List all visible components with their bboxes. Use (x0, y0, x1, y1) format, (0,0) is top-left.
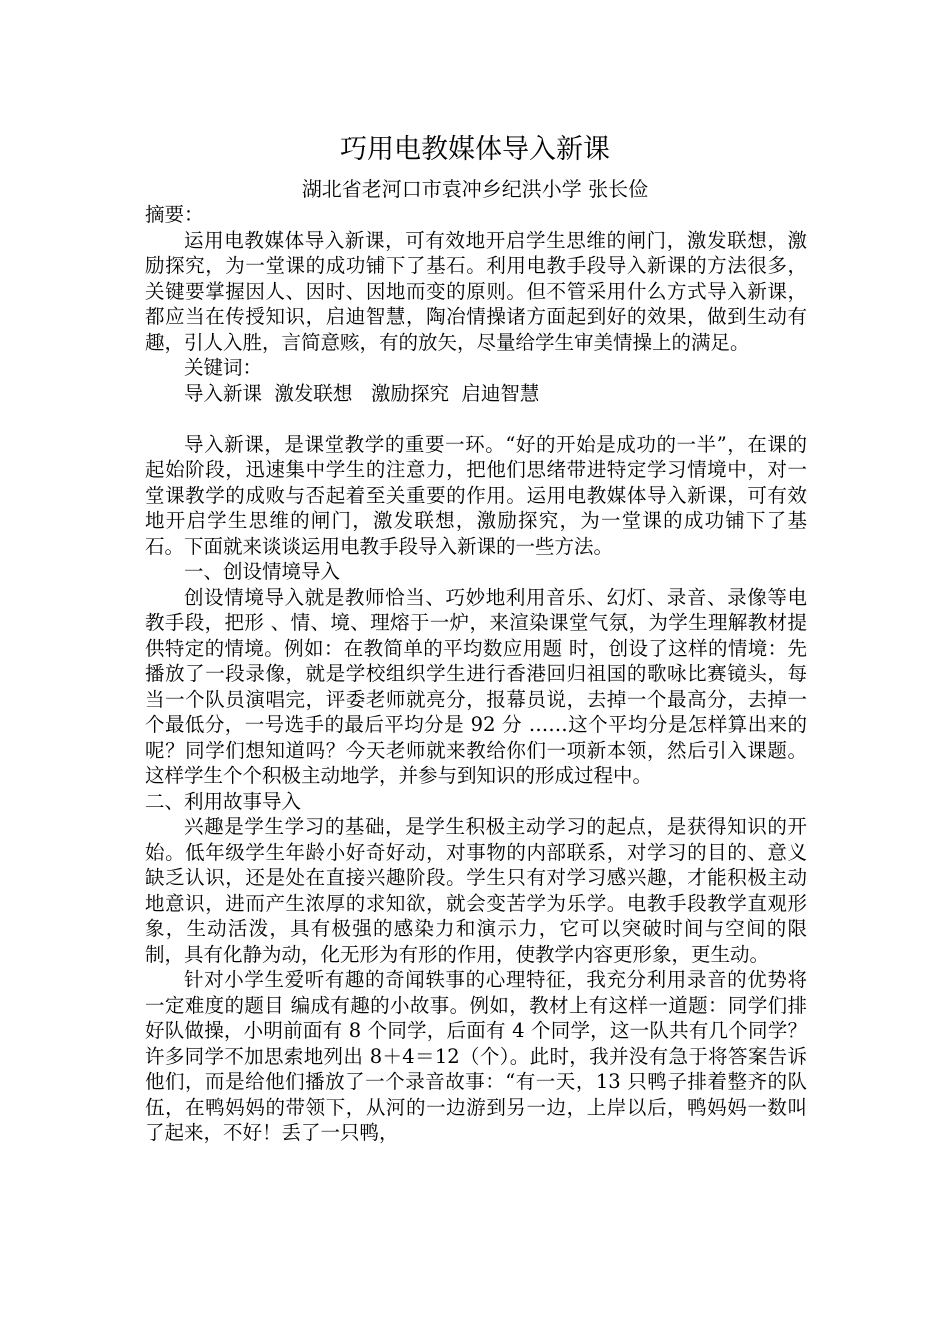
section-1-paragraph: 创设情境导入就是教师恰当、巧妙地利用音乐、幻灯、录音、录像等电教手段，把形 、情、境、理熔于一炉，来渲染课堂气氛，为学生理解教材提供特定的情境。例如：在教简单的平均数应用题 时，创设了这样的情境：先播放了一段录像，就是学校组织学生进行香港回归祖国的歌咏比赛镜头，每当一个队员演唱完，评委老师就亮分，报幕员说，去掉一个最高分，去掉一个最低分，一号选手的最后平均分是 92 分 ……这个平均分是怎样算出来的呢？同学们想知道吗？今天老师就来教给你们一项新本领，然后引入课题。这样学生个个积极主动地学，并参与到知识的形成过程中。 (145, 585, 807, 787)
section-2-paragraph-1: 兴趣是学生学习的基础，是学生积极主动学习的起点，是获得知识的开始。低年级学生年龄小好奇好动，对事物的内部联系，对学习的目的、意义缺乏认识，还是处在直接兴趣阶段。学生只有对学习感兴趣，才能积极主动地意识，进而产生浓厚的求知欲，就会变苦学为乐学。电教手段教学直观形象，生动活泼，具有极强的感染力和演示力，它可以突破时间与空间的限制，具有化静为动，化无形为有形的作用，使教学内容更形象，更生动。 (145, 815, 807, 966)
section-heading-2: 二、利用故事导入 (145, 789, 302, 813)
document-body (145, 202, 807, 1146)
keywords-label: 关键词： (184, 356, 263, 379)
intro-paragraph: 导入新课，是课堂教学的重要一环。“好的开始是成功的一半”，在课的起始阶段，迅速集中学生的注意力，把他们思绪带进特定学习情境中，对一堂课教学的成败与否起着至关重要的作用。运用电教媒体导入新课，可有效地开启学生思维的闸门，激发联想，激励探究，为一堂课的成功铺下了基石。下面就来谈谈运用电教手段导入新课的一些方法。 (145, 432, 807, 558)
section-heading-1: 一、创设情境导入 (184, 560, 341, 583)
section-2-paragraph-2: 针对小学生爱听有趣的奇闻轶事的心理特征，我充分利用录音的优势将一定难度的题目 编成有趣的小故事。例如，教材上有这样一道题：同学们排好队做操，小明前面有 8 个同学，后面有 4 个同学，这一队共有几个同学？许多同学不加思索地列出 8＋4＝12（个）。此时，我并没有急于将答案告诉他们，而是给他们播放了一个录音故事：“有一天，13 只鸭子排着整齐的队伍，在鸭妈妈的带领下，从河的一边游到另一边，上岸以后，鸭妈妈一数叫了起来，不好！丢了一只鸭， (145, 968, 807, 1144)
abstract-label: 摘要： (145, 203, 204, 226)
author-line: 湖北省老河口市袁冲乡纪洪小学 张长俭 (301, 177, 649, 201)
blank-line (145, 406, 807, 432)
abstract-paragraph: 运用电教媒体导入新课，可有效地开启学生思维的闸门，激发联想，激励探究，为一堂课的成功铺下了基石。利用电教手段导入新课的方法很多，关键要掌握因人、因时、因地而变的原则。但不管采用什么方式导入新课，都应当在传授知识，启迪智慧，陶冶情操诸方面起到好的效果，做到生动有趣，引人入胜，言简意赅，有的放矢，尽量给学生审美情操上的满足。 (145, 228, 807, 354)
keywords-list: 导入新课 激发联想 激励探究 启迪智慧 (184, 381, 540, 405)
page-title: 巧用电教媒体导入新课 (340, 134, 610, 165)
